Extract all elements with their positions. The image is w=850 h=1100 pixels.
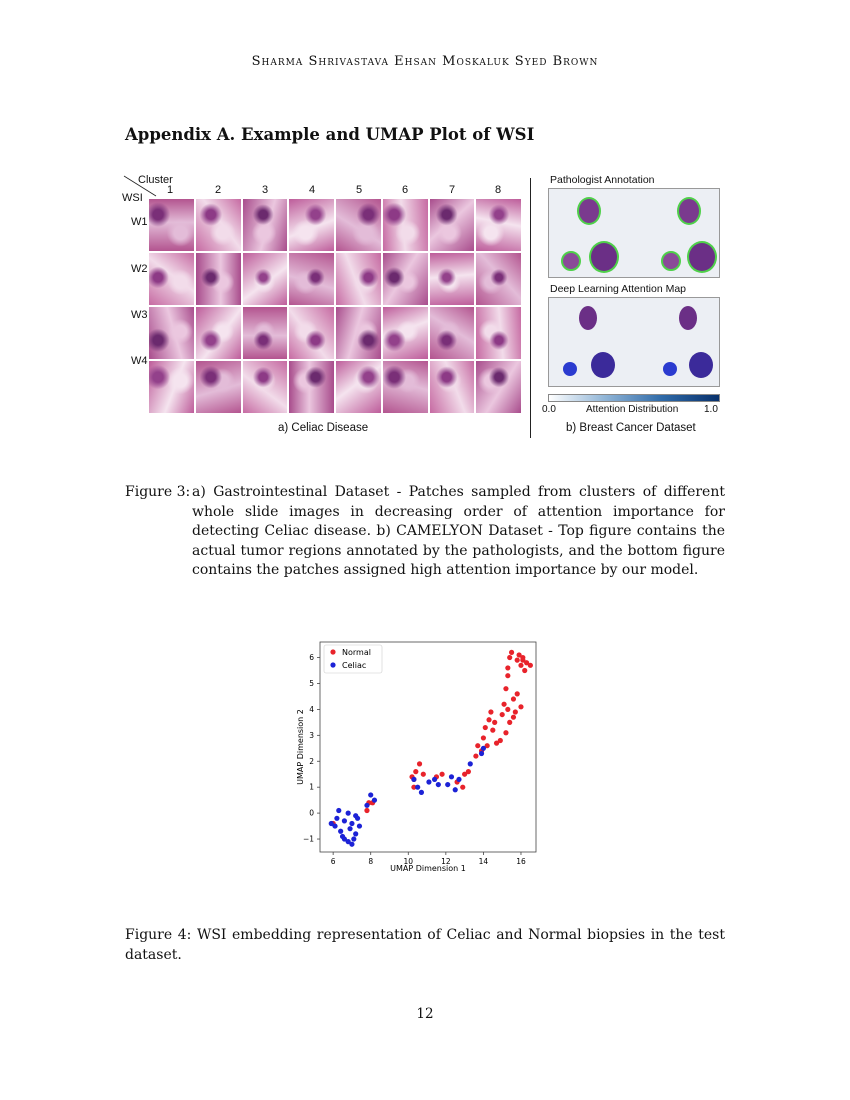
x-tick-label: 8: [368, 857, 374, 866]
tissue-patch: [382, 360, 429, 414]
tissue-patch: [148, 360, 195, 414]
celiac-point: [415, 785, 420, 790]
attention-map-title: Deep Learning Attention Map: [550, 283, 687, 295]
tissue-patch: [242, 252, 289, 306]
normal-point: [518, 704, 523, 709]
cluster-label-6: 6: [402, 184, 409, 196]
running-head: Sharma Shrivastava Ehsan Moskaluk Syed Brown: [251, 54, 599, 69]
figure-4-caption-text: WSI embedding representation of Celiac and Normal biopsies in the test dataset.: [125, 927, 725, 963]
tissue-patch: [429, 306, 476, 360]
attention-colorbar: [548, 394, 720, 402]
pathologist-annotation-title: Pathologist Annotation: [550, 174, 655, 186]
normal-point: [515, 691, 520, 696]
celiac-point: [445, 782, 450, 787]
normal-point: [515, 658, 520, 663]
x-tick-label: 12: [441, 857, 451, 866]
x-tick-label: 6: [330, 857, 336, 866]
normal-point: [483, 725, 488, 730]
celiac-point: [468, 761, 473, 766]
normal-point: [501, 702, 506, 707]
celiac-point: [432, 777, 437, 782]
tissue-patch: [335, 306, 382, 360]
celiac-point: [368, 792, 373, 797]
panel-divider: [530, 178, 531, 438]
celiac-point: [411, 777, 416, 782]
tissue-blob: [679, 306, 697, 330]
normal-point: [518, 663, 523, 668]
cluster-label-4: 4: [309, 184, 316, 196]
normal-point: [513, 709, 518, 714]
normal-point: [421, 772, 426, 777]
tissue-blob: [577, 197, 601, 225]
normal-point: [488, 709, 493, 714]
tissue-patch: [195, 198, 242, 252]
celiac-point: [349, 842, 354, 847]
colorbar-min-label: 0.0: [542, 404, 556, 415]
tissue-patch: [382, 252, 429, 306]
celiac-point: [364, 803, 369, 808]
tissue-blob: [661, 251, 681, 271]
normal-point: [473, 753, 478, 758]
tissue-patch: [148, 198, 195, 252]
tissue-blob: [689, 352, 713, 378]
normal-point: [509, 650, 514, 655]
celiac-point: [353, 813, 358, 818]
tissue-patch: [288, 360, 335, 414]
normal-point: [439, 772, 444, 777]
panel-a-caption: a) Celiac Disease: [278, 422, 369, 434]
wsi-label-w3: W3: [131, 309, 148, 321]
normal-point: [507, 720, 512, 725]
figure-3: [118, 170, 728, 440]
celiac-point: [332, 823, 337, 828]
celiac-point: [419, 790, 424, 795]
y-tick-label: 5: [309, 678, 314, 688]
cluster-label-8: 8: [495, 184, 502, 196]
celiac-point: [436, 782, 441, 787]
normal-point: [498, 738, 503, 743]
tissue-patch: [148, 306, 195, 360]
normal-point: [460, 785, 465, 790]
normal-point: [364, 808, 369, 813]
celiac-point: [453, 787, 458, 792]
legend: [324, 645, 382, 673]
celiac-point: [346, 811, 351, 816]
cluster-label-2: 2: [215, 184, 222, 196]
celiac-point: [347, 826, 352, 831]
legend-normal-marker: [330, 649, 335, 654]
normal-point: [528, 663, 533, 668]
normal-point: [417, 761, 422, 766]
tissue-patch: [242, 306, 289, 360]
x-tick-label: 14: [478, 857, 489, 866]
tissue-patch: [335, 360, 382, 414]
tissue-patch: [195, 360, 242, 414]
patch-grid: [148, 198, 522, 414]
y-tick-label: 2: [309, 756, 314, 766]
celiac-point: [336, 808, 341, 813]
normal-point: [492, 720, 497, 725]
normal-point: [475, 743, 480, 748]
tissue-patch: [195, 252, 242, 306]
tissue-blob: [663, 362, 677, 376]
normal-point: [500, 712, 505, 717]
cluster-label-1: 1: [167, 184, 174, 196]
celiac-point: [456, 777, 461, 782]
figure-4-caption: [125, 926, 725, 965]
tissue-patch: [429, 198, 476, 252]
colorbar-max-label: 1.0: [704, 404, 718, 415]
figure-3-caption: [125, 483, 725, 581]
pathologist-annotation-image: [548, 188, 720, 278]
tissue-patch: [242, 198, 289, 252]
normal-point: [522, 668, 527, 673]
figure-4-caption-label: Figure 4:: [125, 927, 192, 943]
celiac-point: [351, 836, 356, 841]
celiac-point: [334, 816, 339, 821]
tissue-patch: [288, 198, 335, 252]
normal-point: [505, 673, 510, 678]
normal-point: [486, 717, 491, 722]
page-number: 12: [416, 1006, 434, 1022]
tissue-patch: [335, 198, 382, 252]
tissue-patch: [475, 252, 522, 306]
y-tick-label: 1: [309, 782, 314, 792]
y-tick-label: 4: [309, 704, 314, 714]
figure-3-caption-text: a) Gastrointestinal Dataset - Patches sampled from clusters of different whole slide images in decreasing order of attention importance for detecting Celiac disease. b) CAMELYON Dataset - Top figure contains the actual tumor regions annotated by the pathologists, and the bottom figure contains the patches assigned high attention importance by our model.: [192, 484, 725, 578]
tissue-blob: [589, 241, 619, 273]
y-tick-label: −1: [302, 834, 314, 844]
tissue-patch: [429, 252, 476, 306]
tissue-blob: [561, 251, 581, 271]
celiac-point: [349, 821, 354, 826]
normal-point: [511, 696, 516, 701]
tissue-patch: [475, 306, 522, 360]
normal-point: [505, 665, 510, 670]
wsi-label-w1: W1: [131, 216, 148, 228]
cluster-label-7: 7: [449, 184, 456, 196]
x-tick-label: 10: [403, 857, 414, 866]
normal-point: [481, 735, 486, 740]
colorbar-title: Attention Distribution: [586, 404, 679, 415]
normal-point: [503, 730, 508, 735]
celiac-point: [342, 818, 347, 823]
cluster-label-3: 3: [262, 184, 269, 196]
celiac-point: [342, 836, 347, 841]
celiac-point: [449, 774, 454, 779]
celiac-point: [338, 829, 343, 834]
normal-point: [490, 728, 495, 733]
attention-map-image: [548, 297, 720, 387]
tissue-patch: [382, 198, 429, 252]
tissue-blob: [563, 362, 577, 376]
tissue-patch: [429, 360, 476, 414]
x-axis-label: UMAP Dimension 1: [390, 864, 466, 873]
wsi-corner-label: WSI: [122, 192, 143, 204]
tissue-patch: [288, 306, 335, 360]
section-title: Appendix A. Example and UMAP Plot of WSI: [125, 125, 535, 144]
legend-normal-label: Normal: [342, 648, 371, 657]
tissue-patch: [195, 306, 242, 360]
celiac-point: [353, 831, 358, 836]
panel-b-caption: b) Breast Cancer Dataset: [566, 422, 696, 434]
celiac-point: [426, 779, 431, 784]
normal-point: [466, 769, 471, 774]
legend-celiac-label: Celiac: [342, 661, 367, 670]
tissue-patch: [335, 252, 382, 306]
tissue-patch: [382, 306, 429, 360]
wsi-label-w2: W2: [131, 263, 148, 275]
y-axis-label: UMAP Dimension 2: [296, 709, 305, 785]
tissue-blob: [579, 306, 597, 330]
cluster-label-5: 5: [356, 184, 363, 196]
normal-point: [505, 707, 510, 712]
tissue-blob: [687, 241, 717, 273]
umap-scatter-plot: [290, 635, 550, 875]
tissue-patch: [242, 360, 289, 414]
plot-frame: [320, 642, 536, 852]
celiac-point: [372, 798, 377, 803]
normal-point: [413, 769, 418, 774]
x-tick-label: 16: [516, 857, 526, 866]
cluster-corner-label: Cluster: [138, 174, 173, 186]
tissue-blob: [591, 352, 615, 378]
tissue-patch: [475, 198, 522, 252]
legend-celiac-marker: [330, 662, 335, 667]
wsi-label-w4: W4: [131, 355, 148, 367]
y-tick-label: 3: [309, 730, 314, 740]
celiac-point: [357, 823, 362, 828]
normal-point: [503, 686, 508, 691]
tissue-patch: [288, 252, 335, 306]
normal-point: [511, 715, 516, 720]
y-tick-label: 0: [309, 808, 314, 818]
normal-point: [507, 655, 512, 660]
celiac-point: [479, 751, 484, 756]
figure-3-caption-label: Figure 3:: [125, 484, 191, 500]
tissue-blob: [677, 197, 701, 225]
celiac-point: [481, 746, 486, 751]
tissue-patch: [148, 252, 195, 306]
normal-point: [520, 655, 525, 660]
y-tick-label: 6: [309, 653, 314, 663]
tissue-patch: [475, 360, 522, 414]
